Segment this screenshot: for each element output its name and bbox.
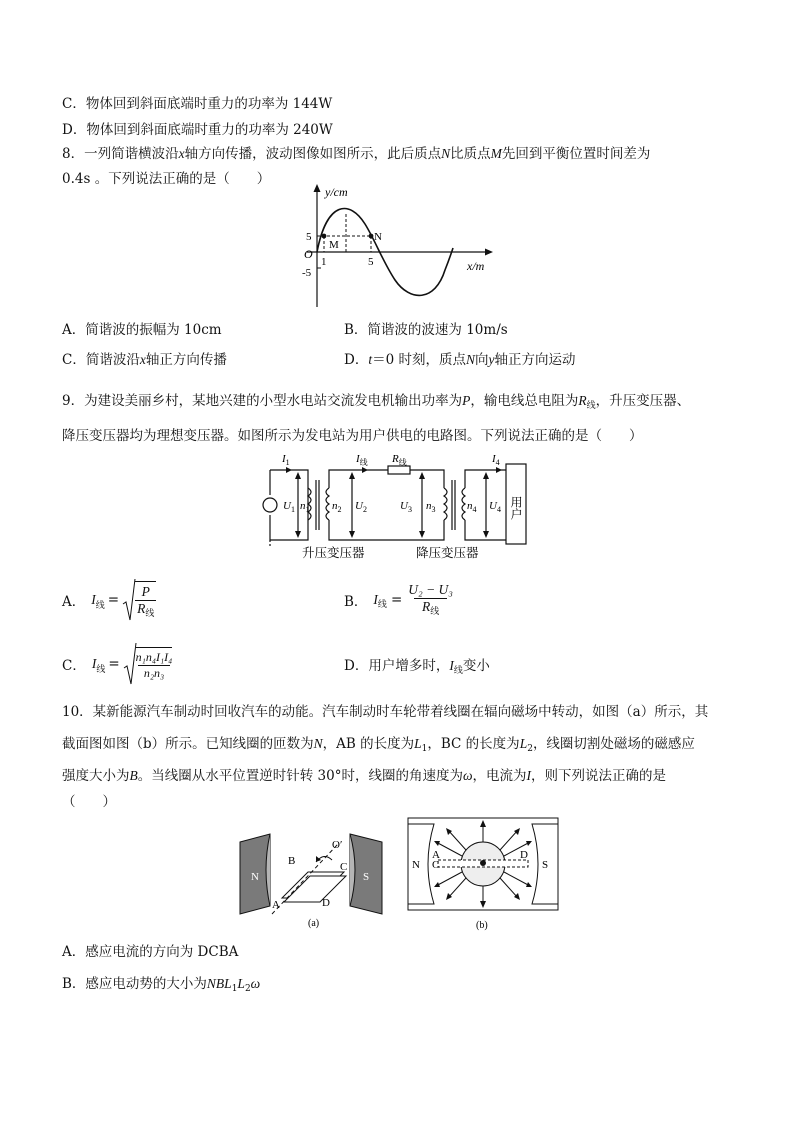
m-label: M bbox=[329, 239, 339, 251]
n-label: N bbox=[374, 231, 382, 243]
svg-text:D: D bbox=[520, 849, 528, 861]
origin-label: O bbox=[304, 247, 313, 261]
svg-text:A: A bbox=[432, 849, 440, 861]
step-up-label: 升压变压器 bbox=[302, 546, 365, 560]
svg-text:C: C bbox=[340, 861, 348, 873]
generator-icon bbox=[263, 498, 277, 512]
q8-option-b: B．简谐波的波速为 10m/s bbox=[344, 322, 508, 338]
svg-text:N: N bbox=[251, 871, 259, 883]
q9-option-b: B． I 线 = U₂ − U₃ $R_线$ bbox=[344, 582, 453, 617]
q9-option-c: C． I 线 = n₁n₄I₁I₄ n₂n₃ bbox=[62, 642, 172, 686]
point-n bbox=[369, 234, 374, 239]
svg-text:(a): (a) bbox=[308, 918, 320, 929]
svg-text:U2: $U_2$ bbox=[355, 500, 367, 514]
ym5-label: -5 bbox=[302, 267, 312, 279]
coil-n3 bbox=[444, 488, 447, 520]
sqrt-sign-a bbox=[122, 578, 136, 622]
y-axis-arrow bbox=[314, 184, 321, 192]
svg-text:R线: $R_线$ bbox=[392, 453, 407, 467]
svg-text:n3: $n_3$ bbox=[426, 500, 436, 514]
q8-option-c: C．简谐波沿x轴正方向传播 bbox=[62, 352, 227, 368]
x5-label: 5 bbox=[368, 256, 374, 268]
svg-text:n1: $n_1$ bbox=[300, 500, 310, 514]
svg-text:A: A bbox=[272, 899, 280, 911]
q10-figure-b bbox=[406, 816, 560, 932]
svg-text:n2: $n_2$ bbox=[332, 500, 342, 514]
q8-stem-line1: 8．一列简谐横波沿x轴方向传播，波动图像如图所示，此后质点N比质点M先回到平衡位置时间差为 bbox=[62, 146, 651, 162]
q10-stem-line3: 强度大小为B。当线圈从水平位置逆时针转 30°时，线圈的角速度为ω，电流为I，则下列说法正确的是 bbox=[62, 768, 667, 784]
q8-option-a: A．简谐波的振幅为 10cm bbox=[62, 322, 222, 338]
user-label: 用户 bbox=[509, 496, 523, 520]
sqrt-sign-c bbox=[123, 642, 137, 686]
x-axis-arrow bbox=[485, 249, 493, 256]
q8-wave-graph bbox=[295, 182, 495, 312]
q8-option-d: D．t＝0 时刻，质点N向y轴正方向运动 bbox=[344, 352, 576, 368]
q9-option-d: D．用户增多时，$I_线$变小 bbox=[344, 658, 490, 676]
x-axis-label: x/m bbox=[467, 259, 485, 273]
svg-text:I4: $I_4$ bbox=[492, 453, 500, 467]
q10-stem-line4: （ ） bbox=[62, 794, 116, 810]
q9-stem-line1: 9．为建设美丽乡村，某地兴建的小型水电站交流发电机输出功率为P，输电线总电阻为$R_线$，升压变压器、 bbox=[62, 393, 691, 411]
y5-label: 5 bbox=[306, 231, 312, 243]
q10-option-a: A．感应电流的方向为 DCBA bbox=[62, 944, 239, 960]
q10-stem-line2: 截面图如图（b）所示。已知线圈的匝数为N，AB 的长度为$L_1$，BC 的长度为$L_2$，线圈切割处磁场的磁感应 bbox=[62, 736, 695, 754]
step-down-label: 降压变压器 bbox=[416, 546, 479, 560]
svg-text:I线: $I_线$ bbox=[356, 453, 368, 467]
point-m bbox=[322, 234, 327, 239]
svg-text:U1: $U_1$ bbox=[283, 500, 295, 514]
svg-text:S: S bbox=[542, 859, 549, 871]
q10-figure-a bbox=[236, 822, 392, 930]
x1-label: 1 bbox=[321, 256, 327, 268]
q7-option-d: D．物体回到斜面底端时重力的功率为 240W bbox=[62, 122, 333, 138]
svg-text:U3: $U_3$ bbox=[400, 500, 412, 514]
q9-stem-line2: 降压变压器均为理想变压器。如图所示为发电站为用户供电的电路图。下列说法正确的是（ ） bbox=[62, 428, 643, 444]
q7-option-c: C．物体回到斜面底端时重力的功率为 144W bbox=[62, 96, 333, 112]
svg-text:O′: O′ bbox=[332, 839, 343, 851]
coil-n4 bbox=[462, 488, 465, 520]
svg-text:I1: $I_1$ bbox=[282, 453, 290, 467]
q8-stem-line2: 0.4s 。下列说法正确的是（ ） bbox=[62, 171, 271, 187]
svg-text:C: C bbox=[432, 859, 440, 871]
y-axis-label: y/cm bbox=[325, 185, 348, 199]
svg-text:B: B bbox=[288, 855, 296, 867]
q10-option-b: B．感应电动势的大小为$NBL_1L_2\omega$ bbox=[62, 976, 261, 994]
q9-circuit-diagram bbox=[258, 450, 536, 562]
q9-option-a: A． I 线 = P $R_线$ bbox=[62, 578, 156, 622]
svg-text:(b): (b) bbox=[476, 920, 488, 931]
svg-text:U4: $U_4$ bbox=[489, 500, 501, 514]
q10-stem-line1: 10．某新能源汽车制动时回收汽车的动能。汽车制动时车轮带着线圈在辐向磁场中转动，如图（a）所示，其 bbox=[62, 704, 709, 720]
coil-n2 bbox=[326, 488, 329, 520]
resistor-rline bbox=[388, 466, 410, 474]
svg-text:D: D bbox=[322, 897, 330, 909]
svg-text:n4: $n_4$ bbox=[467, 500, 477, 514]
svg-text:S: S bbox=[363, 871, 370, 883]
svg-text:N: N bbox=[412, 859, 420, 871]
